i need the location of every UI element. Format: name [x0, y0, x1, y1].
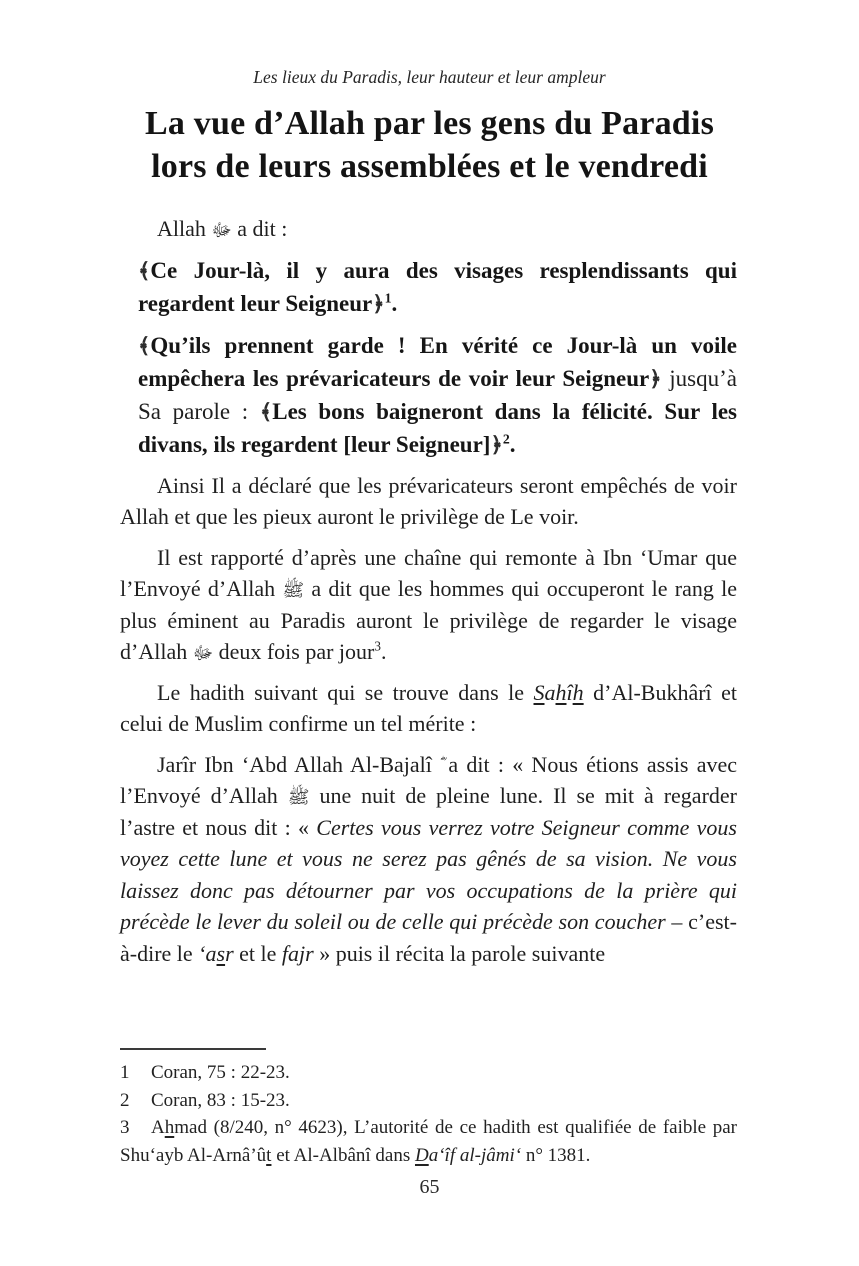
- text-segment: jusqu’à Sa parole :: [138, 365, 737, 424]
- text-segment: d’Al-Bukhârî et celui de Muslim confirme un tel mérite :: [120, 679, 738, 736]
- quran-bracket-icon: ﴾: [259, 398, 273, 424]
- footnote-text: [120, 1117, 737, 1166]
- text-segment: h: [555, 679, 567, 705]
- text-segment: Ainsi Il a déclaré que les prévaricateurs seront empêchés de voir Allah et que les pieux auront le privilège de Le voir.: [120, 472, 737, 529]
- quran-bracket-icon: ﴾: [138, 332, 151, 358]
- text-segment: ‘a: [198, 940, 217, 966]
- footnote-separator: [120, 1048, 266, 1050]
- text-segment: .: [391, 290, 398, 316]
- footnote-number: 2: [120, 1089, 130, 1111]
- footnote-1: [120, 1059, 737, 1087]
- text-segment: .: [380, 639, 387, 664]
- paragraph-allah-said: [120, 213, 737, 245]
- text-segment: Allah: [157, 216, 212, 241]
- text-segment: Ce Jour-là, il y aura des visages resplendissants qui regardent leur Seigneur: [138, 257, 737, 316]
- quran-bracket-icon: ﴿: [372, 290, 385, 316]
- quran-quote-2: [138, 329, 737, 461]
- paragraph-ibn-umar: [120, 542, 737, 668]
- text-segment: a‘îf al-jâmi‘: [428, 1144, 522, 1166]
- footnote-text: [151, 1090, 290, 1111]
- text-segment: h: [164, 1117, 175, 1138]
- text-segment: t: [266, 1144, 272, 1166]
- book-page: [0, 66, 859, 1266]
- quran-bracket-icon: ﴾: [138, 257, 151, 283]
- paragraph-hadith-intro: [120, 677, 737, 740]
- footnote-text: [151, 1062, 290, 1083]
- text-segment: » puis il récita la parole suivante: [313, 940, 606, 966]
- paragraph-jarir-hadith: [120, 749, 737, 970]
- text-segment: S: [533, 679, 545, 705]
- footnote-marker: 1: [384, 289, 392, 305]
- footnote-3: [120, 1114, 737, 1169]
- honorific-symbol: ﷻ: [192, 643, 214, 664]
- text-segment: une nuit de pleine lune. Il se mit à regarder l’astre et nous dit : «: [120, 783, 737, 840]
- page-body: [120, 213, 737, 969]
- text-segment: Le hadith suivant qui se trouve dans le: [157, 679, 534, 705]
- text-segment: a dit : « Nous étions assis avec l’Envoyé d’Allah: [120, 751, 737, 808]
- footnote-number: 3: [120, 1117, 130, 1138]
- text-segment: a dit :: [231, 216, 288, 241]
- text-segment: et le: [233, 940, 282, 966]
- page-title-line-1: La vue d’Allah par les gens du Paradis: [144, 105, 714, 142]
- text-segment: Il est rapporté d’après une chaîne qui remonte à Ibn ‘Umar que l’Envoyé d’Allah: [120, 544, 737, 601]
- text-segment: A: [151, 1117, 165, 1138]
- honorific-symbol: ﷺ: [287, 787, 310, 808]
- running-header: Les lieux du Paradis, leur hauteur et leur ampleur: [253, 67, 606, 87]
- text-segment: a dit que les hommes qui occuperont le rang le plus éminent au Paradis auront le privilège de regarder le visage d’Allah: [120, 576, 737, 664]
- page-number: 65: [419, 1176, 440, 1198]
- quran-quote-1: [138, 254, 737, 320]
- text-segment: Qu’ils prennent garde ! En vérité ce Jour-là un voile empêchera les prévaricateurs de voir leur Seigneur: [138, 332, 737, 391]
- quran-bracket-icon: ﴿: [649, 365, 662, 391]
- text-segment: Les bons baigneront dans la félicité. Sur les divans, ils regardent [leur Seigneur]: [138, 398, 737, 457]
- text-segment: s: [216, 940, 226, 966]
- text-segment: Jarîr Ibn ‘Abd Allah Al-Bajalî: [157, 751, 441, 777]
- text-segment: c’est-à-dire le: [120, 909, 737, 966]
- footnote-marker: 2: [502, 430, 510, 446]
- footnotes-section: [120, 1048, 737, 1169]
- text-segment: deux fois par jour: [213, 639, 375, 664]
- footnote-marker: 3: [374, 638, 381, 654]
- text-segment: et Al-Albânî dans: [271, 1144, 415, 1166]
- text-segment: Coran, 83 : 15-23.: [151, 1089, 290, 1111]
- text-segment: Coran, 75 : 22-23.: [151, 1062, 290, 1083]
- text-segment: Certes vous verrez votre Seigneur comme vous voyez cette lune et vous ne serez pas gênés de sa vision. Ne vous laissez donc pas détourner par vos occupations de la prière qui précède le lever du soleil ou de celle qui précède son coucher –: [120, 814, 737, 934]
- text-segment: a: [544, 679, 556, 705]
- text-segment: h: [572, 679, 584, 705]
- text-segment: î: [566, 679, 573, 705]
- text-segment: mad (8/240, n° 4623), L’autorité de ce hadith est qualifiée de faible par Shu‘ayb Al-Arnâ’û: [120, 1117, 737, 1166]
- text-segment: r: [225, 940, 234, 966]
- paragraph-commentary: [120, 470, 737, 533]
- text-segment: .: [509, 431, 516, 457]
- text-segment: D: [414, 1144, 429, 1166]
- text-segment: fajr: [281, 940, 314, 966]
- quran-bracket-icon: ﴿: [490, 431, 503, 457]
- honorific-symbol: ﷻ: [211, 220, 232, 241]
- page-title: [60, 102, 799, 188]
- footnote-number: 1: [120, 1062, 130, 1083]
- page-title-line-2: lors de leurs assemblées et le vendredi: [151, 148, 708, 185]
- honorific-symbol: ﷺ: [282, 580, 305, 601]
- text-segment: n° 1381.: [521, 1144, 591, 1166]
- footnote-2: [120, 1087, 737, 1115]
